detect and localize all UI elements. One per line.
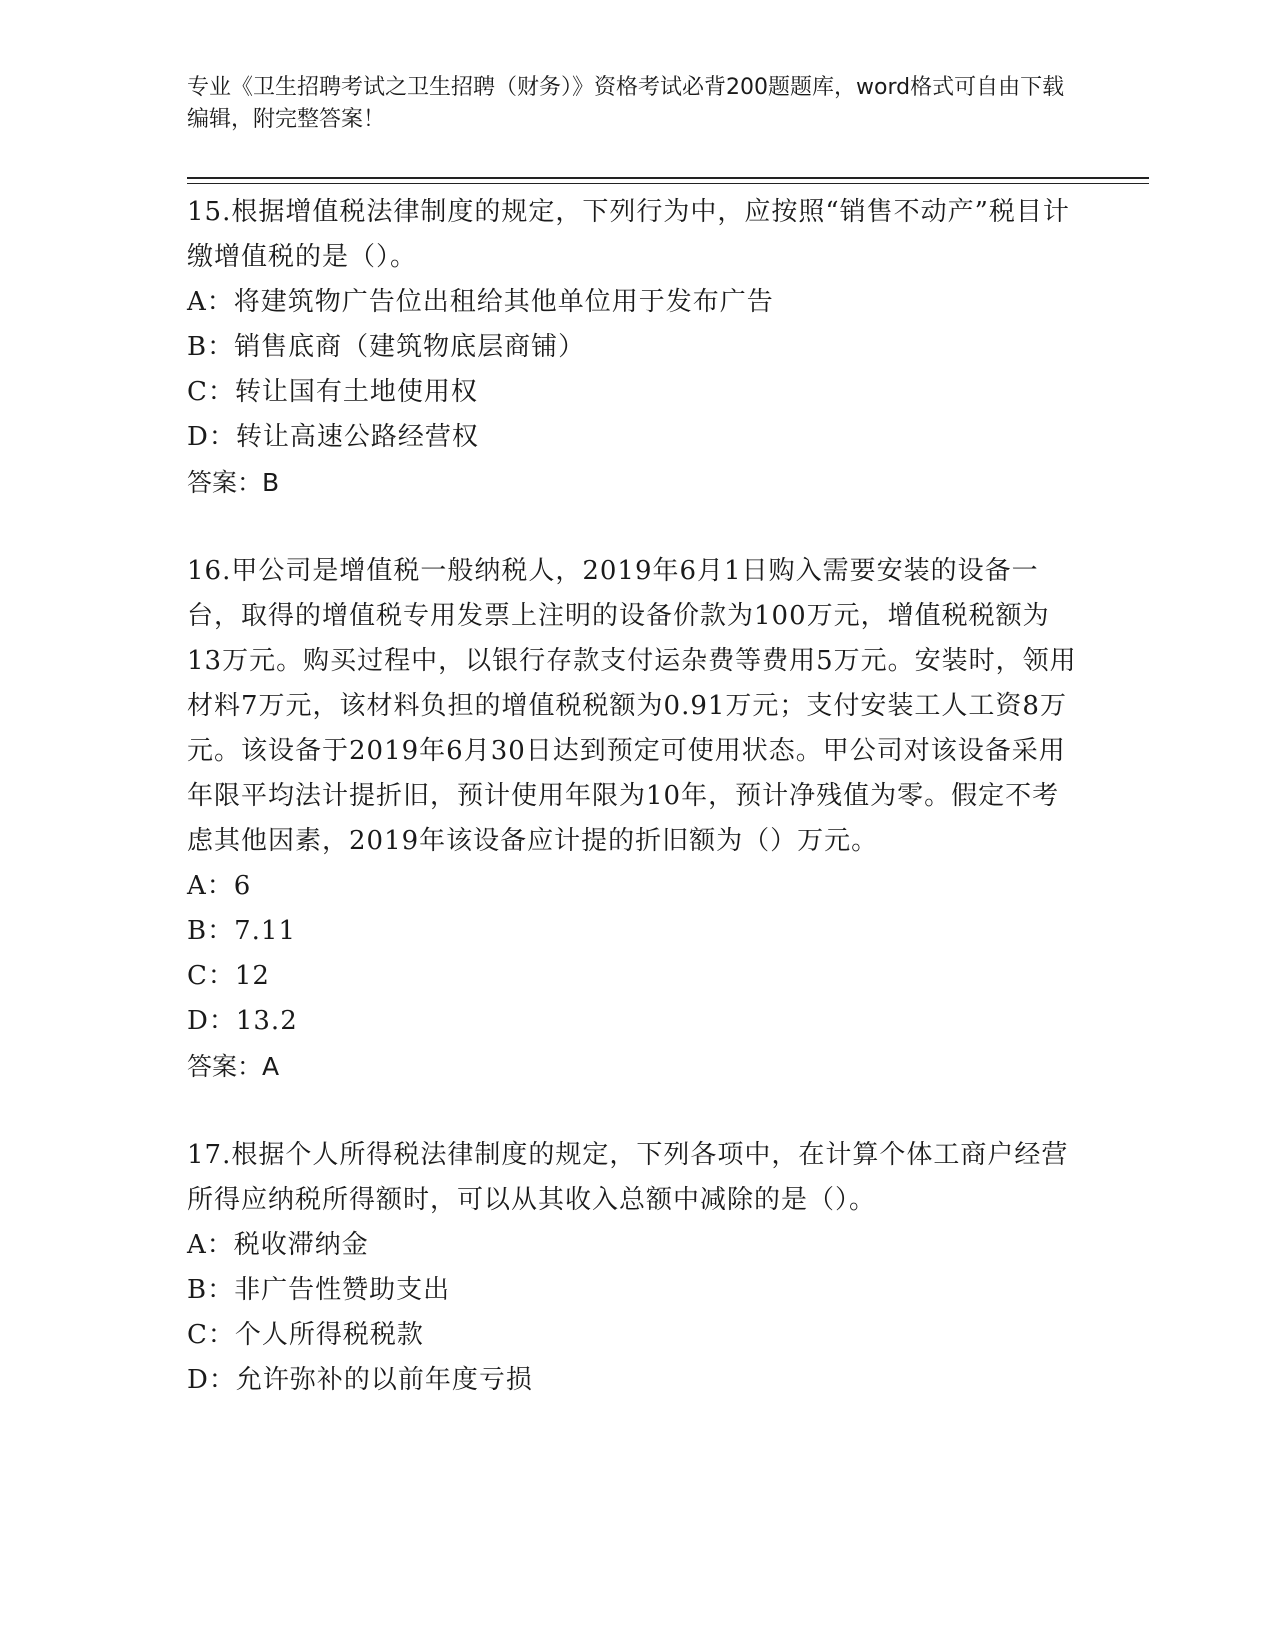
option-d: D：13.2: [187, 1006, 298, 1036]
option-c: C：转让国有土地使用权: [187, 377, 478, 407]
option-c: C：个人所得税税款: [187, 1320, 424, 1350]
option-d: D：转让高速公路经营权: [187, 422, 479, 452]
answer-line: 答案：A: [187, 1052, 280, 1081]
question-17: [187, 1133, 1077, 1403]
option-d: D：允许弥补的以前年度亏损: [187, 1365, 533, 1395]
option-b: B：7.11: [187, 916, 296, 946]
option-a: A：税收滞纳金: [187, 1230, 369, 1260]
question-15: [187, 190, 1077, 505]
question-list: [187, 190, 1077, 1447]
answer-line: 答案：B: [187, 468, 280, 497]
option-b: B：销售底商（建筑物底层商铺）: [187, 332, 586, 362]
header-divider-thin: [187, 183, 1149, 184]
option-c: C：12: [187, 961, 270, 991]
question-16: [187, 549, 1077, 1089]
document-header: 专业《卫生招聘考试之卫生招聘（财务）》资格考试必背200题题库，word格式可自由下载编辑，附完整答案！: [187, 75, 1065, 132]
option-a: A：将建筑物广告位出租给其他单位用于发布广告: [187, 287, 774, 317]
question-stem: 16.甲公司是增值税一般纳税人，2019年6月1日购入需要安装的设备一台，取得的增值税专用发票上注明的设备价款为100万元，增值税税额为13万元。购买过程中，以银行存款支付运杂费等费用5万元。安装时，领用材料7万元，该材料负担的增值税税额为0.91万元；支付安装工人工资8万元。该设备于2019年6月30日达到预定可使用状态。甲公司对该设备采用年限平均法计提折旧，预计使用年限为10年，预计净残值为零。假定不考虑其他因素，2019年该设备应计提的折旧额为（）万元。: [187, 556, 1077, 856]
question-stem: 15.根据增值税法律制度的规定，下列行为中，应按照“销售不动产”税目计缴增值税的是（）。: [187, 197, 1070, 272]
question-stem: 17.根据个人所得税法律制度的规定，下列各项中，在计算个体工商户经营所得应纳税所得额时，可以从其收入总额中减除的是（）。: [187, 1140, 1069, 1215]
option-b: B：非广告性赞助支出: [187, 1275, 451, 1305]
option-a: A：6: [187, 871, 252, 901]
header-divider: [187, 177, 1149, 179]
